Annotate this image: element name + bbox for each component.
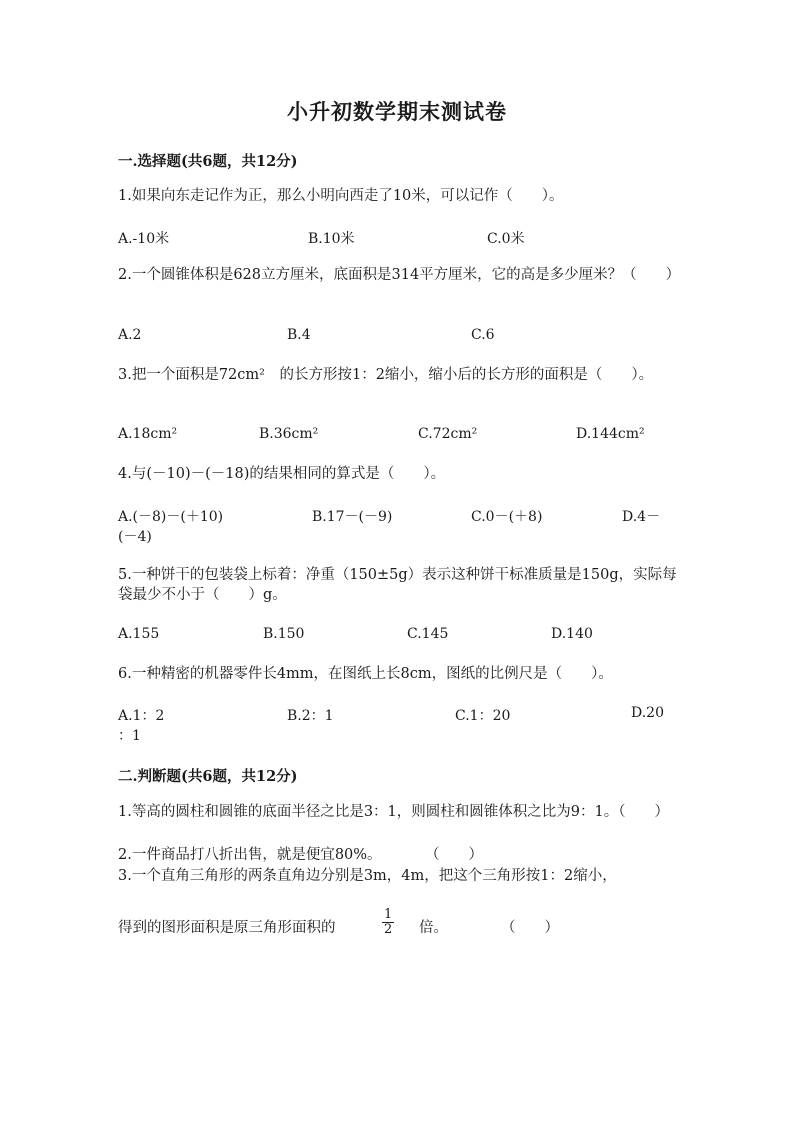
option-3c: C.72cm² xyxy=(418,426,478,442)
option-5a: A.155 xyxy=(118,626,160,642)
option-5d: D.140 xyxy=(551,626,593,642)
option-6a: A.1：2 xyxy=(118,708,165,724)
page-title: 小升初数学期末测试卷 xyxy=(287,99,507,124)
option-4c: C.0－(＋8) xyxy=(471,509,543,525)
option-2b: B.4 xyxy=(287,327,311,343)
option-3b: B.36cm² xyxy=(259,426,319,442)
option-1b: B.10米 xyxy=(308,231,355,247)
option-6d-continued: ：1 xyxy=(118,728,141,744)
judge-item-3-continued: 得到的图形面积是原三角形面积的 xyxy=(118,920,336,936)
question-4: 4.与(－10)－(－18)的结果相同的算式是（ ）。 xyxy=(118,466,446,482)
judge-item-3: 3.一个直角三角形的两条直角边分别是3m，4m，把这个三角形按1：2缩小， xyxy=(118,868,617,884)
fraction-denominator: 2 xyxy=(384,922,393,937)
judge-item-3-tail: 倍。 xyxy=(419,920,448,936)
option-4b: B.17－(－9) xyxy=(312,509,393,525)
question-6: 6.一种精密的机器零件长4mm，在图纸上长8cm，图纸的比例尺是（ ）。 xyxy=(118,666,613,682)
section-heading-choice: 一.选择题(共6题，共12分) xyxy=(118,153,298,170)
question-5: 5.一种饼干的包装袋上标着：净重（150±5g）表示这种饼干标准质量是150g，实际每袋最少不小于（ ）g。 xyxy=(118,567,677,603)
section-heading-judge: 二.判断题(共6题，共12分) xyxy=(118,768,298,785)
option-6d: D.20 xyxy=(631,705,664,721)
option-5b: B.150 xyxy=(263,626,305,642)
option-6b: B.2：1 xyxy=(287,708,334,724)
option-3d: D.144cm² xyxy=(576,426,645,442)
option-4d-continued: (－4) xyxy=(118,529,152,545)
judge-item-2: 2.一件商品打八折出售，就是便宜80%。 （ ） xyxy=(118,847,484,863)
option-1a: A.-10米 xyxy=(118,231,170,247)
option-1c: C.0米 xyxy=(487,231,525,247)
option-3a: A.18cm² xyxy=(118,426,178,442)
option-2c: C.6 xyxy=(471,327,495,343)
question-1: 1.如果向东走记作为正，那么小明向西走了10米，可以记作（ ）。 xyxy=(118,188,564,204)
fraction-one-half xyxy=(382,908,394,937)
option-5c: C.145 xyxy=(407,626,449,642)
judge-item-1: 1.等高的圆柱和圆锥的底面半径之比是3：1，则圆柱和圆锥体积之比为9：1。（ ） xyxy=(118,804,669,820)
fraction-numerator: 1 xyxy=(384,907,393,922)
question-2: 2.一个圆锥体积是628立方厘米，底面积是314平方厘米，它的高是多少厘米？（ ） xyxy=(118,267,681,283)
option-4a: A.(－8)－(＋10) xyxy=(118,509,224,525)
question-3: 3.把一个面积是72cm² 的长方形按1：2缩小，缩小后的长方形的面积是（ ）。 xyxy=(118,367,654,383)
option-4d: D.4－ xyxy=(622,509,661,525)
answer-paren: （ ） xyxy=(501,920,559,936)
option-2a: A.2 xyxy=(118,327,142,343)
option-6c: C.1：20 xyxy=(455,708,511,724)
